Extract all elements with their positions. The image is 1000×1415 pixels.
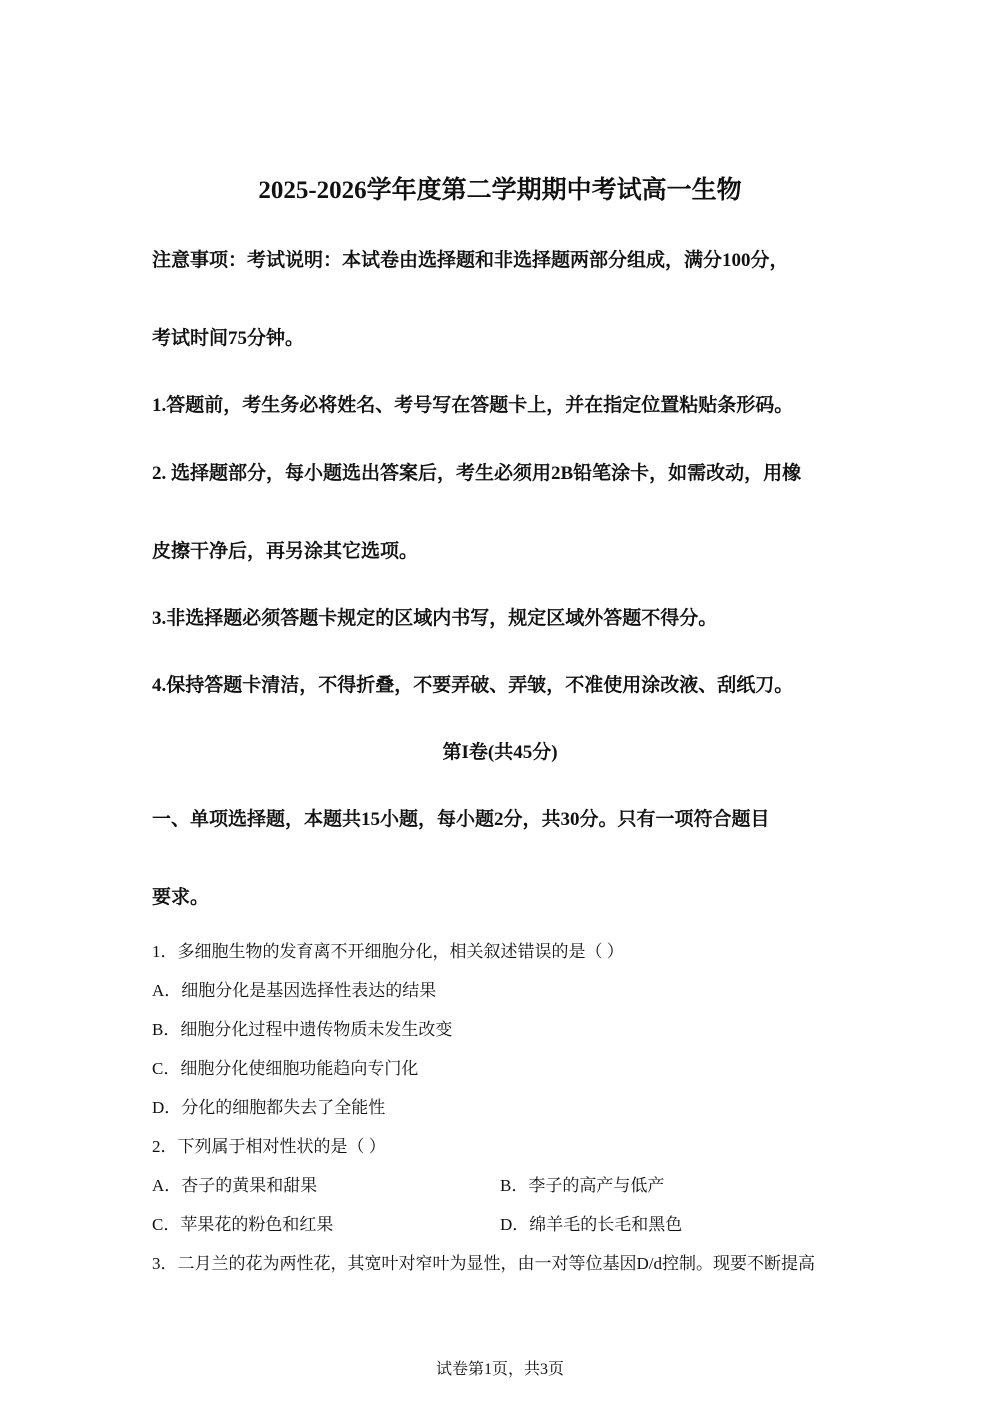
notes-line-1: 注意事项：考试说明：本试卷由选择题和非选择题两部分组成，满分100分，	[152, 250, 789, 271]
notes-line-2: 考试时间75分钟。	[152, 328, 305, 349]
question-1-option-c: C．细胞分化使细胞功能趋向专门化	[152, 1059, 419, 1078]
question-1-option-d: D．分化的细胞都失去了全能性	[152, 1098, 386, 1117]
question-3-stem: 3．二月兰的花为两性花，其宽叶对窄叶为显性，由一对等位基因D/d控制。现要不断提高	[152, 1254, 815, 1273]
question-1-option-a: A．细胞分化是基因选择性表达的结果	[152, 981, 437, 1000]
page-footer: 试卷第1页，共3页	[435, 1361, 564, 1378]
part1-heading-line-2: 要求。	[152, 887, 210, 908]
exam-title: 2025-2026学年度第二学期期中考试高一生物	[258, 177, 742, 204]
question-2-option-c: C．苹果花的粉色和红果	[152, 1215, 334, 1234]
question-2-option-d: D．绵羊毛的长毛和黑色	[500, 1215, 683, 1234]
notes-item-1: 1.答题前，考生务必将姓名、考号写在答题卡上，并在指定位置粘贴条形码。	[152, 395, 794, 416]
notes-item-2b: 皮擦干净后，再另涂其它选项。	[152, 541, 419, 562]
question-2-option-b: B．李子的高产与低产	[500, 1176, 665, 1195]
question-1-stem: 1．多细胞生物的发育离不开细胞分化，相关叙述错误的是（ ）	[152, 942, 624, 961]
notes-item-2a: 2. 选择题部分，每小题选出答案后，考生必须用2B铅笔涂卡，如需改动，用橡	[152, 463, 802, 484]
notes-item-4: 4.保持答题卡清洁，不得折叠，不要弄破、弄皱，不准使用涂改液、刮纸刀。	[152, 675, 794, 696]
part1-heading-line-1: 一、单项选择题，本题共15小题，每小题2分，共30分。只有一项符合题目	[152, 809, 770, 830]
section-header: 第I卷(共45分)	[442, 742, 558, 763]
notes-item-3: 3.非选择题必须答题卡规定的区域内书写，规定区域外答题不得分。	[152, 608, 718, 629]
question-2-stem: 2．下列属于相对性状的是（ ）	[152, 1137, 386, 1156]
question-2-option-a: A．杏子的黄果和甜果	[152, 1176, 318, 1195]
question-1-option-b: B．细胞分化过程中遗传物质未发生改变	[152, 1020, 453, 1039]
